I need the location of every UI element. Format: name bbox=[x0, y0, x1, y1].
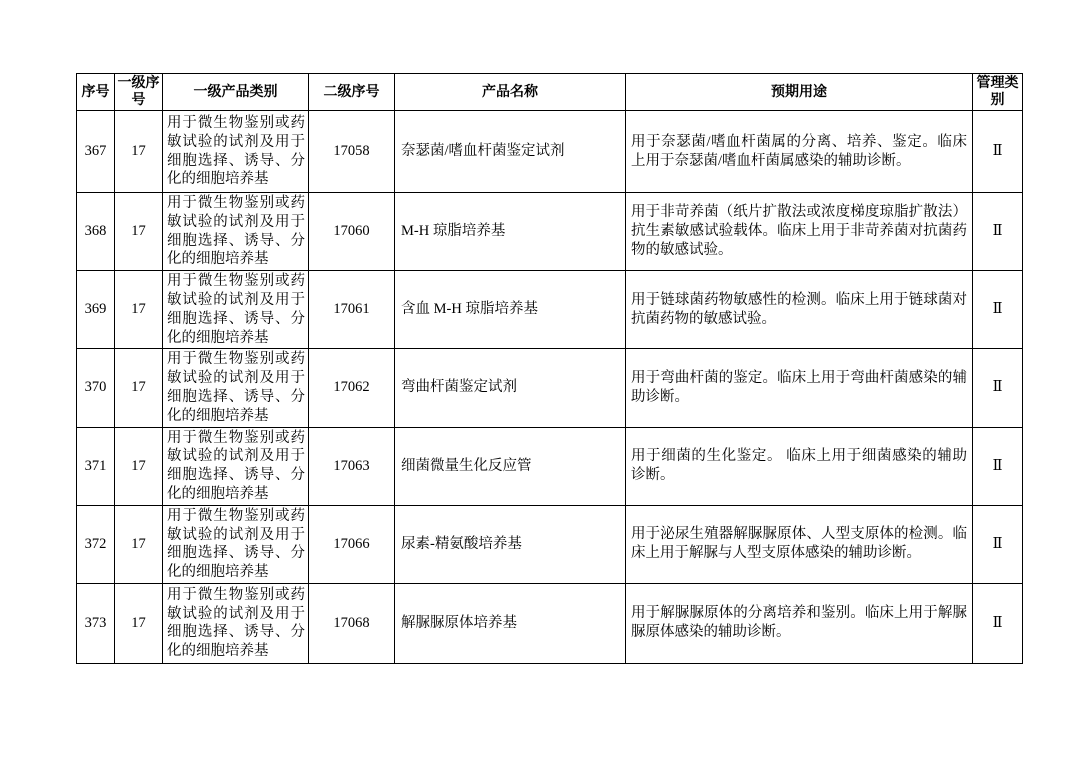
table-row bbox=[77, 111, 1023, 193]
level1-seq-cell: 17 bbox=[115, 111, 163, 193]
category-cell: 用于微生物鉴别或药敏试验的试剂及用于细胞选择、诱导、分化的细胞培养基 bbox=[163, 271, 309, 349]
mgmt-class-cell: Ⅱ bbox=[973, 271, 1023, 349]
level1-seq-cell: 17 bbox=[115, 505, 163, 583]
mgmt-class-cell: Ⅱ bbox=[973, 111, 1023, 193]
seq-cell: 373 bbox=[77, 583, 115, 663]
mgmt-class-cell: Ⅱ bbox=[973, 427, 1023, 505]
product-name-cell: 奈瑟菌/嗜血杆菌鉴定试剂 bbox=[395, 111, 626, 193]
header-cell-product-name: 产品名称 bbox=[395, 74, 626, 111]
category-cell: 用于微生物鉴别或药敏试验的试剂及用于细胞选择、诱导、分化的细胞培养基 bbox=[163, 427, 309, 505]
intended-use-cell: 用于解脲脲原体的分离培养和鉴别。临床上用于解脲脲原体感染的辅助诊断。 bbox=[626, 583, 973, 663]
level2-seq-cell: 17061 bbox=[309, 271, 395, 349]
header-cell-intended-use: 预期用途 bbox=[626, 74, 973, 111]
mgmt-class-cell: Ⅱ bbox=[973, 193, 1023, 271]
header-cell-level2-seq: 二级序号 bbox=[309, 74, 395, 111]
level1-seq-cell: 17 bbox=[115, 193, 163, 271]
level1-seq-cell: 17 bbox=[115, 271, 163, 349]
intended-use-cell: 用于非苛养菌（纸片扩散法或浓度梯度琼脂扩散法）抗生素敏感试验载体。临床上用于非苛养菌对抗菌药物的敏感试验。 bbox=[626, 193, 973, 271]
header-cell-mgmt-class: 管理类别 bbox=[973, 74, 1023, 111]
intended-use-cell: 用于奈瑟菌/嗜血杆菌属的分离、培养、鉴定。临床上用于奈瑟菌/嗜血杆菌属感染的辅助诊断。 bbox=[626, 111, 973, 193]
level2-seq-cell: 17068 bbox=[309, 583, 395, 663]
category-cell: 用于微生物鉴别或药敏试验的试剂及用于细胞选择、诱导、分化的细胞培养基 bbox=[163, 349, 309, 427]
table-row bbox=[77, 583, 1023, 663]
intended-use-cell: 用于链球菌药物敏感性的检测。临床上用于链球菌对抗菌药物的敏感试验。 bbox=[626, 271, 973, 349]
header-row bbox=[77, 74, 1023, 111]
mgmt-class-cell: Ⅱ bbox=[973, 583, 1023, 663]
seq-cell: 368 bbox=[77, 193, 115, 271]
intended-use-cell: 用于泌尿生殖器解脲脲原体、人型支原体的检测。临床上用于解脲与人型支原体感染的辅助诊断。 bbox=[626, 505, 973, 583]
product-name-cell: 弯曲杆菌鉴定试剂 bbox=[395, 349, 626, 427]
product-name-cell: 解脲脲原体培养基 bbox=[395, 583, 626, 663]
table-row bbox=[77, 505, 1023, 583]
level1-seq-cell: 17 bbox=[115, 349, 163, 427]
level2-seq-cell: 17060 bbox=[309, 193, 395, 271]
mgmt-class-cell: Ⅱ bbox=[973, 505, 1023, 583]
seq-cell: 367 bbox=[77, 111, 115, 193]
category-cell: 用于微生物鉴别或药敏试验的试剂及用于细胞选择、诱导、分化的细胞培养基 bbox=[163, 505, 309, 583]
table-row bbox=[77, 271, 1023, 349]
category-cell: 用于微生物鉴别或药敏试验的试剂及用于细胞选择、诱导、分化的细胞培养基 bbox=[163, 193, 309, 271]
product-catalog-table bbox=[76, 73, 1023, 664]
product-name-cell: M-H 琼脂培养基 bbox=[395, 193, 626, 271]
header-cell-level1-seq: 一级序号 bbox=[115, 74, 163, 111]
product-name-cell: 尿素-精氨酸培养基 bbox=[395, 505, 626, 583]
intended-use-cell: 用于细菌的生化鉴定。 临床上用于细菌感染的辅助诊断。 bbox=[626, 427, 973, 505]
header-cell-seq: 序号 bbox=[77, 74, 115, 111]
level2-seq-cell: 17063 bbox=[309, 427, 395, 505]
level1-seq-cell: 17 bbox=[115, 583, 163, 663]
seq-cell: 371 bbox=[77, 427, 115, 505]
table-row bbox=[77, 427, 1023, 505]
mgmt-class-cell: Ⅱ bbox=[973, 349, 1023, 427]
header-cell-category: 一级产品类别 bbox=[163, 74, 309, 111]
table-row bbox=[77, 349, 1023, 427]
seq-cell: 372 bbox=[77, 505, 115, 583]
level2-seq-cell: 17062 bbox=[309, 349, 395, 427]
level1-seq-cell: 17 bbox=[115, 427, 163, 505]
seq-cell: 369 bbox=[77, 271, 115, 349]
category-cell: 用于微生物鉴别或药敏试验的试剂及用于细胞选择、诱导、分化的细胞培养基 bbox=[163, 583, 309, 663]
product-name-cell: 细菌微量生化反应管 bbox=[395, 427, 626, 505]
seq-cell: 370 bbox=[77, 349, 115, 427]
level2-seq-cell: 17058 bbox=[309, 111, 395, 193]
category-cell: 用于微生物鉴别或药敏试验的试剂及用于细胞选择、诱导、分化的细胞培养基 bbox=[163, 111, 309, 193]
table-row bbox=[77, 193, 1023, 271]
intended-use-cell: 用于弯曲杆菌的鉴定。临床上用于弯曲杆菌感染的辅助诊断。 bbox=[626, 349, 973, 427]
product-name-cell: 含血 M-H 琼脂培养基 bbox=[395, 271, 626, 349]
level2-seq-cell: 17066 bbox=[309, 505, 395, 583]
